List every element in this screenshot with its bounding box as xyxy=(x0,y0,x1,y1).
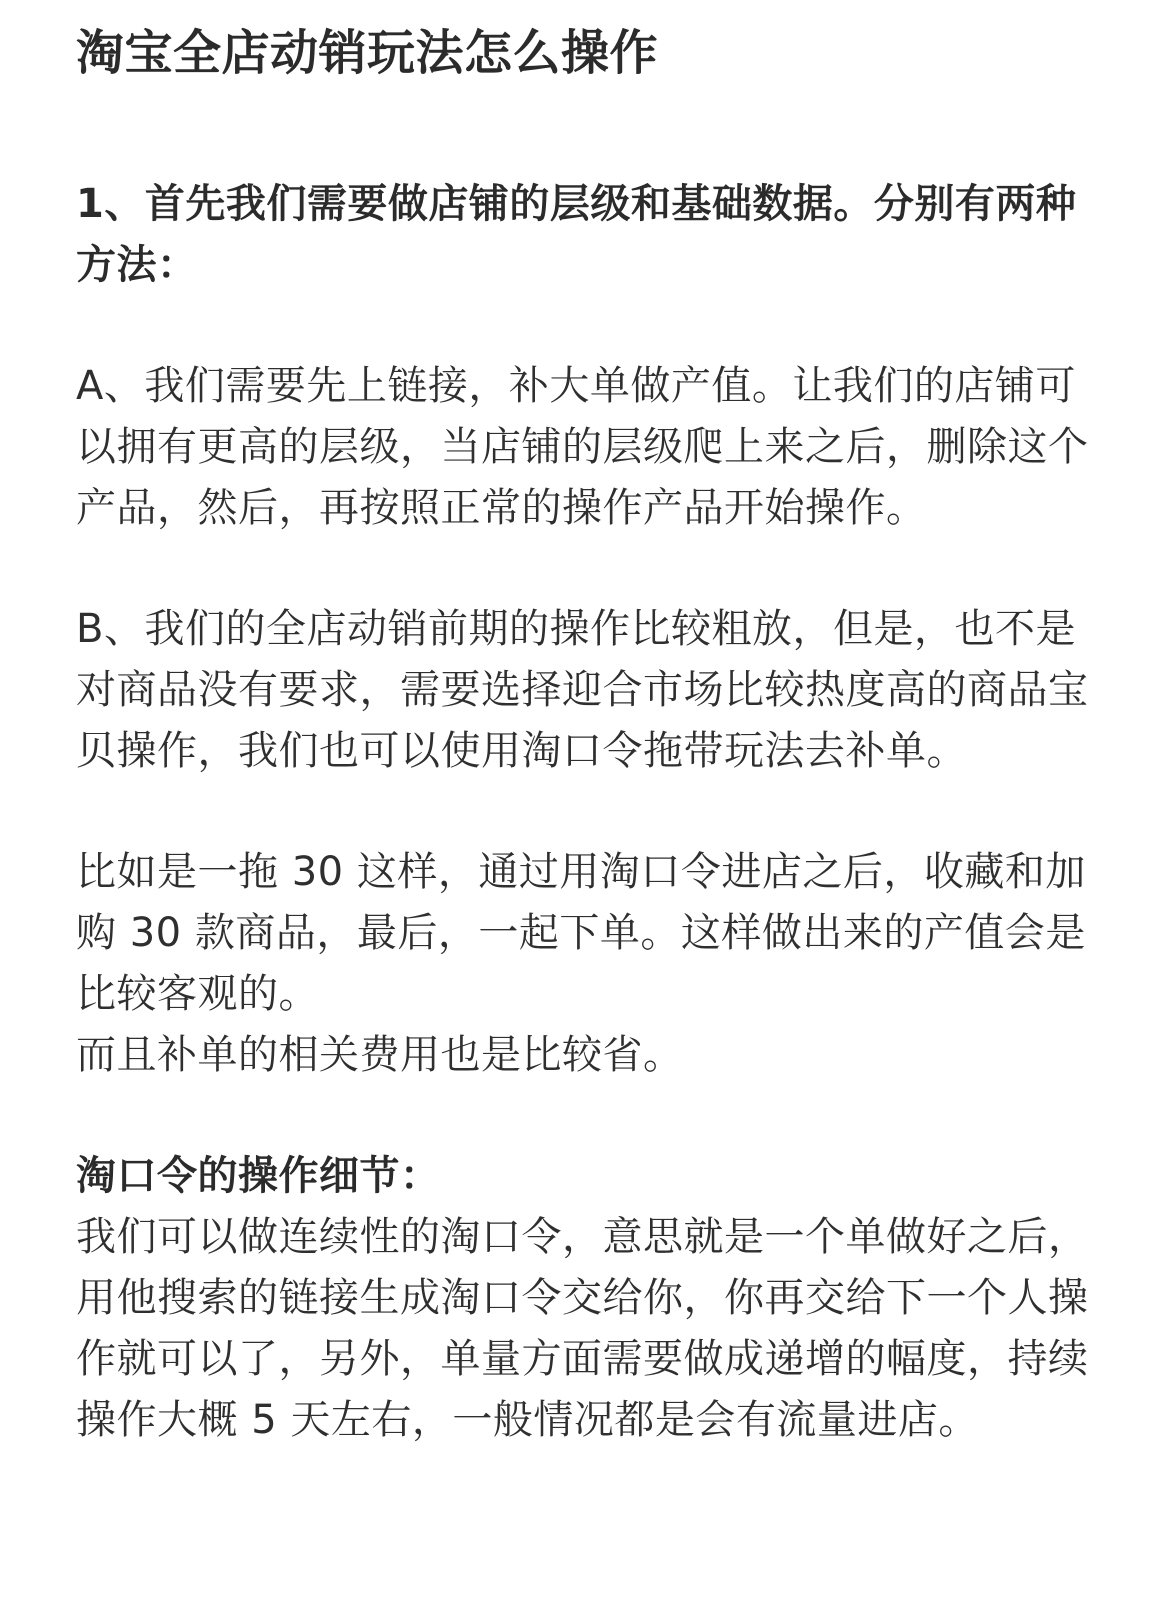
method-a-paragraph: A、我们需要先上链接，补大单做产值。让我们的店铺可以拥有更高的层级，当店铺的层级爬上来之后，删除这个产品，然后，再按照正常的操作产品开始操作。 xyxy=(76,363,1089,531)
article-title: 淘宝全店动销玩法怎么操作 xyxy=(76,25,659,81)
detail-heading: 淘口令的操作细节： xyxy=(76,1153,441,1199)
spacer xyxy=(76,782,1094,842)
cost-paragraph: 而且补单的相关费用也是比较省。 xyxy=(76,1032,684,1078)
spacer xyxy=(76,88,1094,174)
step-1-heading: 1、首先我们需要做店铺的层级和基础数据。分别有两种方法： xyxy=(76,181,1077,288)
method-b-paragraph: B、我们的全店动销前期的操作比较粗放，但是，也不是对商品没有要求，需要选择迎合市场比较热度高的商品宝贝操作，我们也可以使用淘口令拖带玩法去补单。 xyxy=(76,606,1089,774)
spacer xyxy=(76,539,1094,599)
example-paragraph: 比如是一拖 30 这样，通过用淘口令进店之后，收藏和加购 30 款商品，最后，一起下单。这样做出来的产值会是比较客观的。 xyxy=(76,849,1086,1017)
spacer xyxy=(76,1086,1094,1146)
spacer xyxy=(76,296,1094,356)
detail-paragraph: 我们可以做连续性的淘口令，意思就是一个单做好之后，用他搜索的链接生成淘口令交给你，你再交给下一个人操作就可以了，另外，单量方面需要做成递增的幅度，持续操作大概 5 天左右，一般情况都是会有流量进店。 xyxy=(76,1214,1089,1443)
